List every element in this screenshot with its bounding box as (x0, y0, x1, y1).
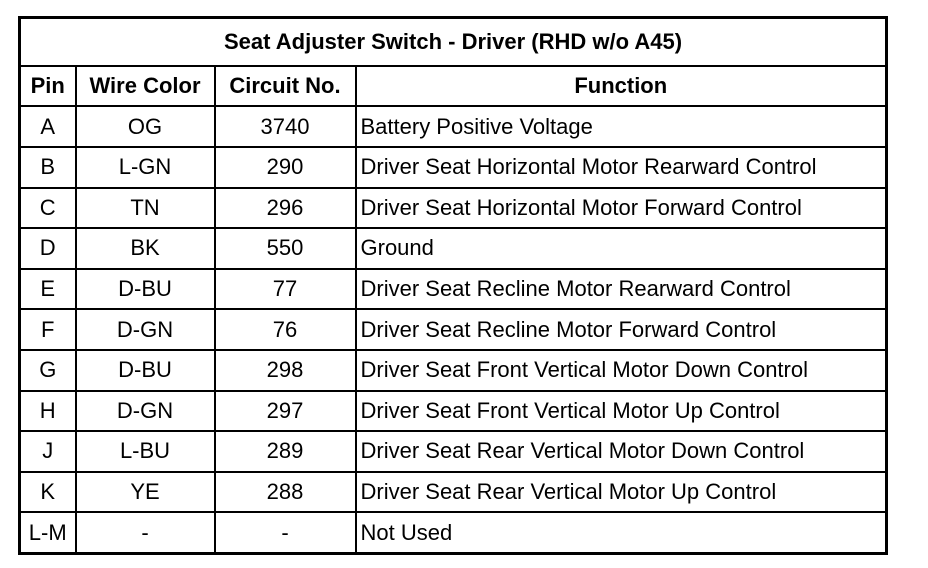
table-row (20, 147, 887, 188)
header-circuit-no: Circuit No. (215, 66, 356, 107)
pin-cell: B (20, 147, 76, 188)
pin-cell: L-M (20, 512, 76, 553)
function-cell: Driver Seat Horizontal Motor Rearward Control (356, 147, 887, 188)
function-cell: Driver Seat Recline Motor Forward Control (356, 309, 887, 350)
wire-color-cell: D-GN (76, 309, 215, 350)
function-cell: Battery Positive Voltage (356, 106, 887, 147)
wire-color-cell: D-BU (76, 269, 215, 310)
pin-cell: K (20, 472, 76, 513)
wire-color-cell: - (76, 512, 215, 553)
pin-cell: H (20, 391, 76, 432)
table-row (20, 188, 887, 229)
circuit-no-cell: 290 (215, 147, 356, 188)
circuit-no-cell: 288 (215, 472, 356, 513)
circuit-no-cell: - (215, 512, 356, 553)
circuit-no-cell: 297 (215, 391, 356, 432)
wire-color-cell: D-GN (76, 391, 215, 432)
table-row (20, 228, 887, 269)
table-row (20, 472, 887, 513)
header-wire-color: Wire Color (76, 66, 215, 107)
circuit-no-cell: 3740 (215, 106, 356, 147)
wire-color-cell: L-BU (76, 431, 215, 472)
wire-color-cell: BK (76, 228, 215, 269)
function-cell: Driver Seat Rear Vertical Motor Up Control (356, 472, 887, 513)
pin-cell: F (20, 309, 76, 350)
function-cell: Ground (356, 228, 887, 269)
table-row (20, 512, 887, 553)
circuit-no-cell: 550 (215, 228, 356, 269)
circuit-no-cell: 77 (215, 269, 356, 310)
function-cell: Driver Seat Recline Motor Rearward Control (356, 269, 887, 310)
pin-cell: J (20, 431, 76, 472)
function-cell: Driver Seat Front Vertical Motor Down Control (356, 350, 887, 391)
table-row (20, 391, 887, 432)
header-row (20, 66, 887, 107)
pin-cell: A (20, 106, 76, 147)
header-function: Function (356, 66, 887, 107)
wire-color-cell: D-BU (76, 350, 215, 391)
wire-color-cell: YE (76, 472, 215, 513)
wire-color-cell: L-GN (76, 147, 215, 188)
title-row (20, 18, 887, 66)
header-pin: Pin (20, 66, 76, 107)
pin-cell: D (20, 228, 76, 269)
wire-color-cell: TN (76, 188, 215, 229)
function-cell: Not Used (356, 512, 887, 553)
pin-cell: C (20, 188, 76, 229)
wire-color-cell: OG (76, 106, 215, 147)
table-row (20, 309, 887, 350)
circuit-no-cell: 296 (215, 188, 356, 229)
function-cell: Driver Seat Front Vertical Motor Up Control (356, 391, 887, 432)
table-row (20, 106, 887, 147)
pin-cell: E (20, 269, 76, 310)
table-title: Seat Adjuster Switch - Driver (RHD w/o A45) (20, 18, 887, 66)
function-cell: Driver Seat Rear Vertical Motor Down Control (356, 431, 887, 472)
table-row (20, 350, 887, 391)
connector-pinout-table (18, 16, 888, 555)
circuit-no-cell: 289 (215, 431, 356, 472)
table-row (20, 431, 887, 472)
circuit-no-cell: 298 (215, 350, 356, 391)
circuit-no-cell: 76 (215, 309, 356, 350)
function-cell: Driver Seat Horizontal Motor Forward Control (356, 188, 887, 229)
pin-cell: G (20, 350, 76, 391)
table-row (20, 269, 887, 310)
